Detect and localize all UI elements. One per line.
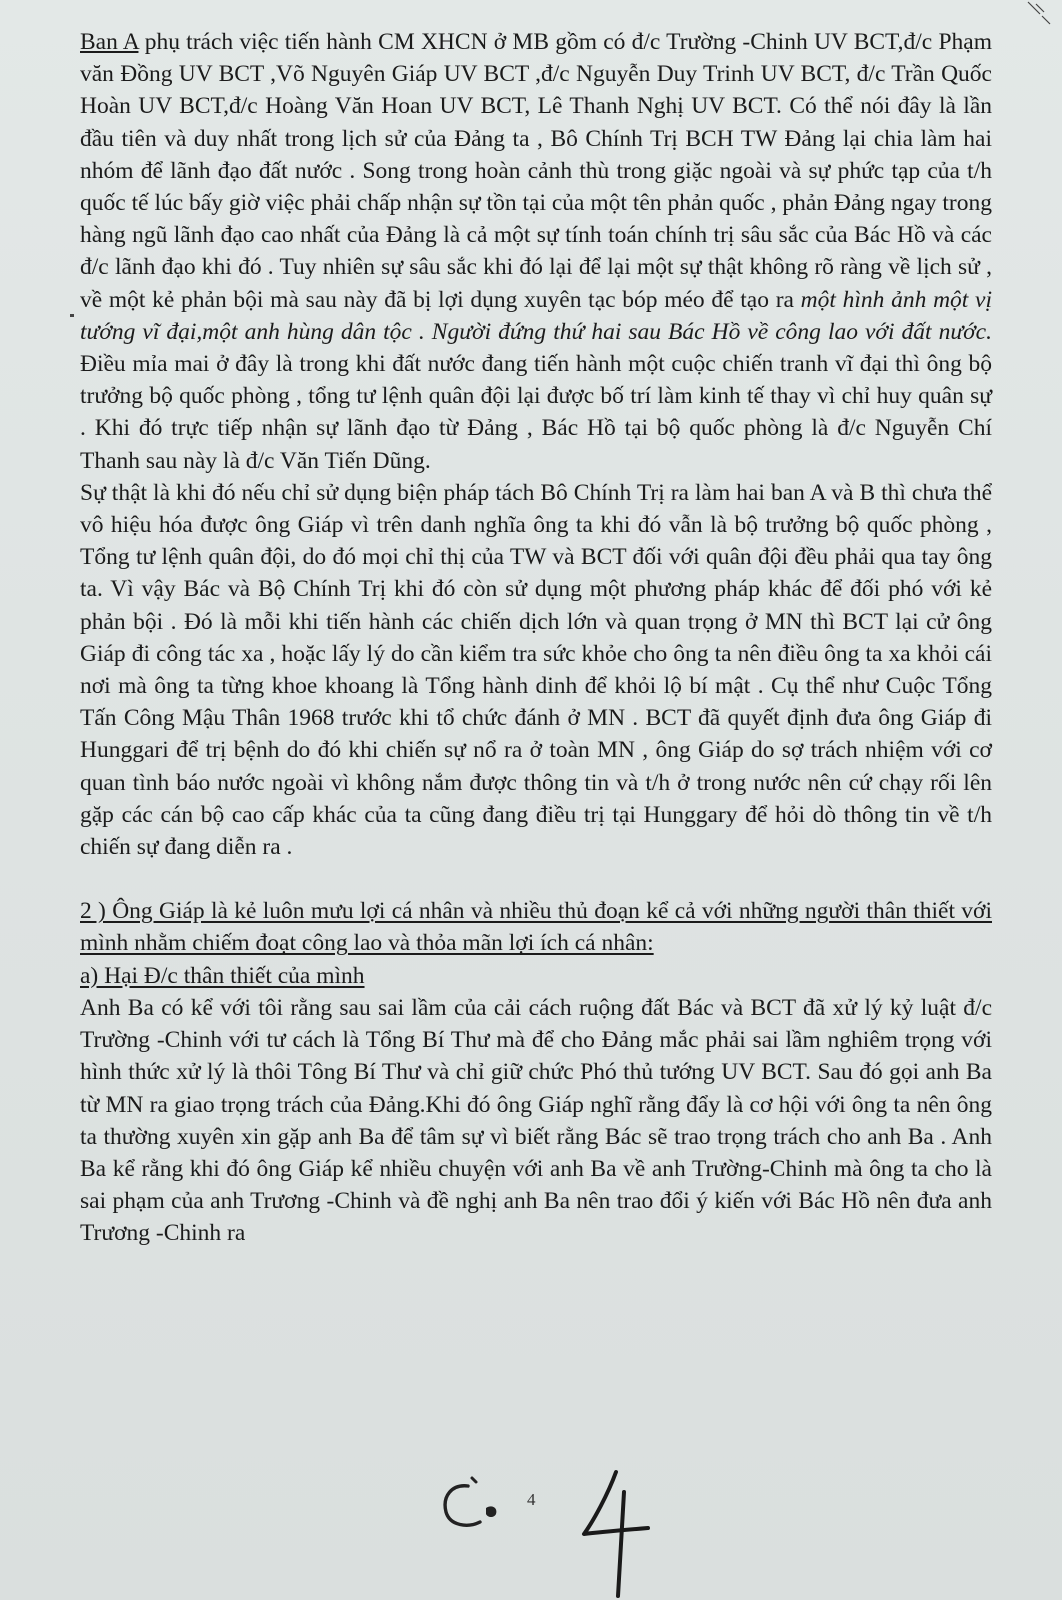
stray-ink-dot: [70, 314, 74, 317]
ban-a-label: Ban A: [80, 29, 139, 55]
paragraph-ban-a: [80, 26, 992, 477]
handwritten-page-number: [578, 1468, 660, 1600]
paragraph-1-italic: một hình ảnh một vị tướng vĩ đại,một anh hùng dân tộc . Người đứng thứ hai sau Bác Hồ về công lao với đất nước.: [80, 286, 992, 345]
corner-scratch-mark: [1018, 0, 1058, 34]
paragraph-1-text: phụ trách việc tiến hành CM XHCN ở MB gồm có đ/c Trường -Chinh UV BCT,đ/c Phạm văn Đồng UV BCT ,Võ Nguyên Giáp UV BCT ,đ/c Nguyễn Duy Trinh UV BCT, đ/c Trần Quốc Hoàn UV BCT,đ/c Hoàng Văn Hoan UV BCT, Lê Thanh Nghị UV BCT. Có thể nói đây là lần đầu tiên và duy nhất trong lịch sử của Đảng ta , Bô Chính Trị BCH TW Đảng lại chia làm hai nhóm để lãnh đạo đất nước . Song trong hoàn cảnh thù trong giặc ngoài và sự phức tạp của t/h quốc tế lúc bấy giờ việc phải chấp nhận sự tồn tại của một tên phản quốc , phản Đảng ngay trong hàng ngũ lãnh đạo cao nhất của Đảng là cả một sự tính toán chính trị sâu sắc của Bác Hồ và các đ/c lãnh đạo khi đó . Tuy nhiên sự sâu sắc khi đó lại để lại một sự thật không rõ ràng về lịch sử , về một kẻ phản bội mà sau này đã bị lợi dụng xuyên tạc bóp méo để tạo ra: [80, 29, 992, 313]
subsection-a-heading: a) Hại Đ/c thân thiết của mình: [80, 962, 365, 989]
page-number: 4: [527, 1490, 536, 1509]
section-2-heading: 2 ) Ông Giáp là kẻ luôn mưu lợi cá nhân và nhiều thủ đoạn kể cả với những người thân thiết với mình nhằm chiếm đoạt công lao và thỏa mãn lợi ích cá nhân:: [80, 898, 992, 957]
paragraph-2: Sự thật là khi đó nếu chỉ sử dụng biện pháp tách Bô Chính Trị ra làm hai ban A và B thì chưa thể vô hiệu hóa được ông Giáp vì trên danh nghĩa ông ta khi đó vẫn là bộ trưởng bộ quốc phòng , Tổng tư lệnh quân đội, do đó mọi chỉ thị của TW và BCT đối với quân đội đều phải qua tay ông ta. Vì vậy Bác và Bộ Chính Trị khi đó còn sử dụng một phương pháp khác để đối phó với kẻ phản bội . Đó là mỗi khi tiến hành các chiến dịch lớn và quan trọng ở MN thì BCT lại cử ông Giáp đi công tác xa , hoặc lấy lý do cần kiểm tra sức khỏe cho ông ta nên điều ông ta xa khỏi cái nơi mà ông ta từng khoe khoang là Tổng hành dinh để khỏi lộ bí mật . Cụ thể như Cuộc Tổng Tấn Công Mậu Thân 1968 trước khi tổ chức đánh ở MN . BCT đã quyết định đưa ông Giáp đi Hunggari để trị bệnh do đó khi chiến sự nổ ra ở toàn MN , ông Giáp do sợ trách nhiệm với cơ quan tình báo nước ngoài vì không nắm được thông tin và t/h ở trong nước nên cứ chạy rối lên gặp các cán bộ cao cấp khác của ta cũng đang điều trị tại Hunggary để hỏi dò thông tin về t/h chiến sự đang diễn ra .: [80, 479, 992, 861]
paragraph-spacer: [80, 863, 992, 895]
paragraph-3: Anh Ba có kể với tôi rằng sau sai lầm của cải cách ruộng đất Bác và BCT đã xử lý kỷ luật đ/c Trường -Chinh với tư cách là Tổng Bí Thư mà để cho Đảng mắc phải sai lầm nghiêm trọng với hình thức xử lý là thôi Tông Bí Thư và chỉ giữ chức Phó thủ tướng UV BCT. Sau đó gọi anh Ba từ MN ra giao trọng trách của Đảng.Khi đó ông Giáp nghĩ rằng đẩy là cơ hội với ông ta nên ông ta thường xuyên xin gặp anh Ba để tâm sự vì biết rằng Bác sẽ trao trọng trách cho anh Ba . Anh Ba kể rằng khi đó ông Giáp kể nhiều chuyện với anh Ba về anh Trường-Chinh mà ông ta cho là sai phạm của anh Trương -Chinh và đề nghị anh Ba nên trao đổi ý kiến với Bác Hồ nên đưa anh Trương -Chinh ra: [80, 994, 992, 1247]
page-footer: [0, 1468, 1062, 1588]
paragraph-1-end: Điều mỉa mai ở đây là trong khi đất nước đang tiến hành một cuộc chiến tranh vĩ đại thì ông bộ trưởng bộ quốc phòng , tổng tư lệnh quân đội lại được bố trí làm kinh tế thay vì chỉ huy quân sự . Khi đó trực tiếp nhận sự lãnh đạo từ Đảng , Bác Hồ tại bộ quốc phòng là đ/c Nguyễn Chí Thanh sau này là đ/c Văn Tiến Dũng.: [80, 351, 992, 474]
document-body: [80, 26, 992, 1250]
handwritten-initial-mark: [438, 1468, 510, 1534]
